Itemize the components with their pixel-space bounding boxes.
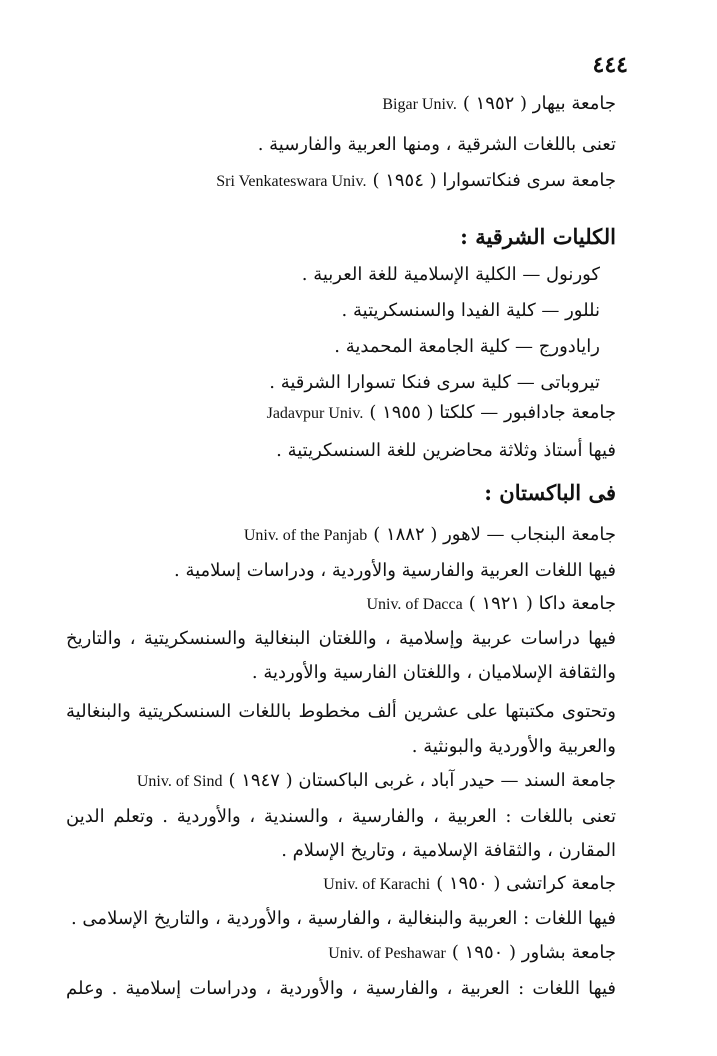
latin-text: Univ. of Dacca <box>366 596 463 613</box>
entry-line <box>66 730 616 764</box>
entry-line <box>80 867 616 901</box>
arabic-text: فيها دراسات عربية وإسلامية ، واللغتان البنغالية والسنسكريتية ، والتاريخ <box>66 628 616 649</box>
arabic-text: والعربية والأوردية والبونثية . <box>411 736 616 757</box>
latin-text: Univ. of Sind <box>136 773 223 790</box>
entry-line <box>80 366 600 400</box>
section-heading <box>80 476 616 510</box>
arabic-text: تعنى باللغات : العربية ، والفارسية ، والسندية ، والأوردية . وتعلم الدين <box>66 806 616 827</box>
heading-text: الكليات الشرقية : <box>460 224 616 249</box>
heading-text: فى الباكستان : <box>484 480 616 505</box>
latin-text: Bigar Univ. <box>382 96 457 113</box>
arabic-text: جامعة بشاور ( ١٩٥٠ ) <box>451 942 616 963</box>
entry-line <box>66 656 616 690</box>
arabic-text: فيها اللغات : العربية والبنغالية ، والفارسية ، والأوردية ، والتاريخ الإسلامى . <box>70 908 616 929</box>
arabic-text: فيها اللغات : العربية ، والفارسية ، والأوردية ، ودراسات إسلامية . وعلم <box>66 978 616 999</box>
arabic-text: تيروباتى — كلية سرى فنكا تسوارا الشرقية . <box>269 372 600 393</box>
arabic-text: كورنول — الكلية الإسلامية للغة العربية . <box>301 264 600 285</box>
section-heading <box>80 220 616 254</box>
entry-line <box>80 87 616 121</box>
latin-text: Sri Venkateswara Univ. <box>216 173 367 190</box>
entry-line <box>80 128 616 162</box>
arabic-text: نللور — كلية الفيدا والسنسكريتية . <box>341 300 600 321</box>
entry-line <box>80 587 616 621</box>
arabic-text: جامعة البنجاب — لاهور ( ١٨٨٢ ) <box>373 524 616 545</box>
page-number: ٤٤٤ <box>592 52 628 78</box>
arabic-text: رايادورج — كلية الجامعة المحمدية . <box>334 336 600 357</box>
entry-line <box>80 396 616 430</box>
entry-line <box>66 902 616 936</box>
arabic-text: جامعة داكا ( ١٩٢١ ) <box>468 593 616 614</box>
arabic-text: فيها أستاذ وثلاثة محاضرين للغة السنسكريتية . <box>276 440 616 461</box>
entry-line <box>80 936 616 970</box>
entry-line <box>80 330 600 364</box>
entry-line <box>66 800 616 834</box>
arabic-text: جامعة بيهار ( ١٩٥٢ ) <box>462 93 616 114</box>
entry-line <box>80 164 616 198</box>
entry-line <box>66 972 616 1006</box>
latin-text: Univ. of Peshawar <box>328 945 446 962</box>
entry-line <box>80 434 616 468</box>
arabic-text: المقارن ، والثقافة الإسلامية ، وتاريخ الإسلام . <box>281 840 616 861</box>
arabic-text: فيها اللغات العربية والفارسية والأوردية ، ودراسات إسلامية . <box>174 560 616 581</box>
latin-text: Univ. of the Panjab <box>243 527 368 544</box>
latin-text: Jadavpur Univ. <box>266 405 364 422</box>
arabic-text: جامعة كراتشى ( ١٩٥٠ ) <box>436 873 616 894</box>
entry-line <box>66 834 616 868</box>
entry-line <box>66 622 616 656</box>
arabic-text: جامعة السند — حيدر آباد ، غربى الباكستان ( ١٩٤٧ ) <box>228 770 616 791</box>
arabic-text: وتحتوى مكتبتها على عشرين ألف مخطوط باللغات السنسكريتية والبنغالية <box>66 701 616 722</box>
arabic-text: جامعة جادافبور — كلكتا ( ١٩٥٥ ) <box>369 402 616 423</box>
arabic-text: تعنى باللغات الشرقية ، ومنها العربية والفارسية . <box>257 134 616 155</box>
entry-line <box>80 258 600 292</box>
entry-line <box>80 518 616 552</box>
entry-line <box>80 294 600 328</box>
latin-text: Univ. of Karachi <box>323 876 431 893</box>
entry-line <box>100 764 616 798</box>
arabic-text: جامعة سرى فنكاتسوارا ( ١٩٥٤ ) <box>372 170 616 191</box>
entry-line <box>80 554 616 588</box>
arabic-text: والثقافة الإسلاميان ، واللغتان الفارسية والأوردية . <box>251 662 616 683</box>
entry-line <box>66 695 616 729</box>
